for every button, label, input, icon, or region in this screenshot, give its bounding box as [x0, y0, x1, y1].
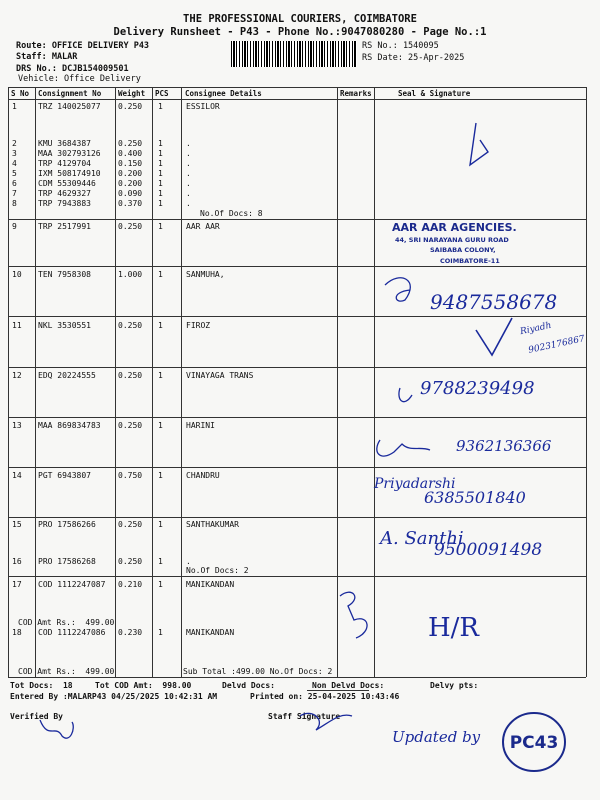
cod-amount: COD Amt Rs.: 499.00 — [18, 618, 115, 627]
pcs: 1 — [158, 199, 163, 208]
docs-count-note: No.Of Docs: 8 — [200, 209, 263, 218]
sno: 7 — [12, 189, 17, 198]
consignee: FIROZ — [186, 321, 211, 330]
sno: 5 — [12, 169, 17, 178]
pcs: 1 — [158, 222, 163, 231]
weight: 0.250 — [118, 557, 143, 566]
consignee: . — [186, 179, 191, 188]
consignment-no: TRP 4129704 — [38, 159, 91, 168]
route-label: Route: OFFICE DELIVERY P43 — [16, 41, 150, 51]
subtotal: Sub Total :499.00 No.Of Docs: 2 — [183, 667, 333, 676]
sno: 12 — [12, 371, 22, 380]
vehicle-label: Vehicle: Office Delivery — [18, 74, 141, 84]
col-header-sno: S No — [11, 89, 30, 98]
handwritten-name: Riyadh — [519, 320, 553, 338]
weight: 0.200 — [118, 169, 143, 178]
cod-amount: COD Amt Rs.: 499.00 — [18, 667, 115, 676]
pcs: 1 — [158, 169, 163, 178]
total-cod-amount: Tot COD Amt: 998.00 — [95, 681, 192, 690]
weight: 0.210 — [118, 580, 143, 589]
sno: 11 — [12, 321, 22, 330]
consignment-no: PRO 17586266 — [38, 520, 96, 529]
consignee: AAR AAR — [186, 222, 220, 231]
weight: 0.250 — [118, 222, 143, 231]
weight: 0.250 — [118, 421, 143, 430]
sno: 18 — [12, 628, 22, 637]
col-header-weight: Weight — [118, 89, 146, 98]
consignee: MANIKANDAN — [186, 628, 235, 637]
entered-by: Entered By :MALARP43 04/25/2025 10:42:31 AM — [10, 692, 218, 701]
sno: 13 — [12, 421, 22, 430]
non-delivered-docs: Non Delvd Docs: — [312, 681, 385, 690]
rs-number: RS No.: 1540095 — [362, 41, 439, 51]
handwritten-name: Priyadarshi — [374, 476, 456, 492]
sno: 8 — [12, 199, 17, 208]
weight: 0.230 — [118, 628, 143, 637]
consignment-no: EDQ 20224555 — [38, 371, 96, 380]
consignment-no: MAA 869834783 — [38, 421, 101, 430]
sno: 2 — [12, 139, 17, 148]
pcs: 1 — [158, 371, 163, 380]
consignment-no: TRP 7943883 — [38, 199, 91, 208]
handwritten-updated-by: Updated by — [392, 728, 481, 746]
consignee: VINAYAGA TRANS — [186, 371, 254, 380]
consignment-no: TEN 7958308 — [38, 270, 91, 279]
staff-label: Staff: MALAR — [16, 52, 78, 62]
weight: 0.250 — [118, 139, 143, 148]
pcs: 1 — [158, 102, 163, 111]
consignee: . — [186, 189, 191, 198]
handwritten-phone: 9023176867 — [527, 334, 586, 356]
consignment-no: CDM 55309446 — [38, 179, 96, 188]
pcs: 1 — [158, 159, 163, 168]
company-title: THE PROFESSIONAL COURIERS, COIMBATORE — [183, 13, 417, 25]
handwritten-phone: 9362136366 — [456, 437, 552, 455]
weight: 0.250 — [118, 321, 143, 330]
col-header-signature: Seal & Signature — [398, 89, 471, 98]
consignment-no: TRP 2517991 — [38, 222, 91, 231]
pcs: 1 — [158, 179, 163, 188]
col-header-consignee: Consignee Details — [185, 89, 262, 98]
sno: 14 — [12, 471, 22, 480]
sno: 3 — [12, 149, 17, 158]
pcs: 1 — [158, 471, 163, 480]
sno: 6 — [12, 179, 17, 188]
consignment-no: TRZ 140025077 — [38, 102, 101, 111]
handwritten-phone: 9788239498 — [420, 378, 535, 399]
consignee: SANTHAKUMAR — [186, 520, 239, 529]
delivered-docs: Delvd Docs: — [222, 681, 275, 690]
weight: 0.370 — [118, 199, 143, 208]
sno: 15 — [12, 520, 22, 529]
consignment-no: TRP 4629327 — [38, 189, 91, 198]
consignment-no: NKL 3530551 — [38, 321, 91, 330]
rs-date: RS Date: 25-Apr-2025 — [362, 53, 465, 63]
stamp-city: COIMBATORE-11 — [440, 257, 500, 265]
consignee: . — [186, 159, 191, 168]
delivery-points: Delvy pts: — [430, 681, 479, 690]
consignee: . — [186, 149, 191, 158]
consignee: . — [186, 557, 191, 566]
printed-on: Printed on: 25-04-2025 10:43:46 — [250, 692, 400, 701]
consignee: . — [186, 139, 191, 148]
consignment-no: PGT 6943807 — [38, 471, 91, 480]
handwritten-name: A. Santhi — [380, 528, 464, 549]
pcs: 1 — [158, 580, 163, 589]
pcs: 1 — [158, 421, 163, 430]
consignee: . — [186, 169, 191, 178]
consignment-no: PRO 17586268 — [38, 557, 96, 566]
sno: 9 — [12, 222, 17, 231]
sno: 4 — [12, 159, 17, 168]
weight: 0.090 — [118, 189, 143, 198]
handwritten-phone: 6385501840 — [424, 488, 526, 507]
consignee: HARINI — [186, 421, 215, 430]
consignee: SANMUHA, — [186, 270, 225, 279]
col-header-pcs: PCS — [155, 89, 169, 98]
sno: 16 — [12, 557, 22, 566]
pcs: 1 — [158, 189, 163, 198]
stamp-company: AAR AAR AGENCIES. — [392, 221, 517, 234]
consignment-no: MAA 302793126 — [38, 149, 101, 158]
pcs: 1 — [158, 149, 163, 158]
total-docs: Tot Docs: 18 — [10, 681, 73, 690]
pcs: 1 — [158, 321, 163, 330]
consignee: ESSILOR — [186, 102, 220, 111]
col-header-remarks: Remarks — [340, 89, 372, 98]
consignment-no: IXM 508174910 — [38, 169, 101, 178]
handwritten-note: H/R — [428, 613, 480, 643]
staff-signature-label: Staff Signature — [268, 712, 341, 721]
weight: 0.150 — [118, 159, 143, 168]
pcs: 1 — [158, 520, 163, 529]
sno: 1 — [12, 102, 17, 111]
consignment-no: KMU 3684387 — [38, 139, 91, 148]
sno: 10 — [12, 270, 22, 279]
consignee: . — [186, 199, 191, 208]
sno: 17 — [12, 580, 22, 589]
pcs: 1 — [158, 270, 163, 279]
docs-count-note: No.Of Docs: 2 — [186, 566, 249, 575]
consignee: CHANDRU — [186, 471, 220, 480]
handwritten-phone: 9500091498 — [434, 540, 543, 560]
consignment-no: COD 1112247086 — [38, 628, 106, 637]
weight: 0.250 — [118, 102, 143, 111]
col-header-consignment: Consignment No — [38, 89, 102, 98]
stamp-address: 44, SRI NARAYANA GURU ROAD — [395, 236, 509, 244]
weight: 0.400 — [118, 149, 143, 158]
weight: 0.250 — [118, 371, 143, 380]
pcs: 1 — [158, 139, 163, 148]
pcs: 1 — [158, 557, 163, 566]
weight: 0.250 — [118, 520, 143, 529]
consignment-no: COD 1112247087 — [38, 580, 106, 589]
drs-number: DRS No.: DCJB154009501 — [16, 64, 129, 74]
weight: 0.200 — [118, 179, 143, 188]
weight: 1.000 — [118, 270, 143, 279]
handwritten-phone: 9487558678 — [430, 290, 558, 314]
seal-text: PC43 — [509, 733, 559, 753]
runsheet-subtitle: Delivery Runsheet - P43 - Phone No.:9047080280 - Page No.:1 — [113, 26, 487, 38]
consignee: MANIKANDAN — [186, 580, 235, 589]
pcs: 1 — [158, 628, 163, 637]
verified-by-label: Verified By — [10, 712, 63, 721]
weight: 0.750 — [118, 471, 143, 480]
stamp-area: SAIBABA COLONY, — [430, 246, 496, 254]
